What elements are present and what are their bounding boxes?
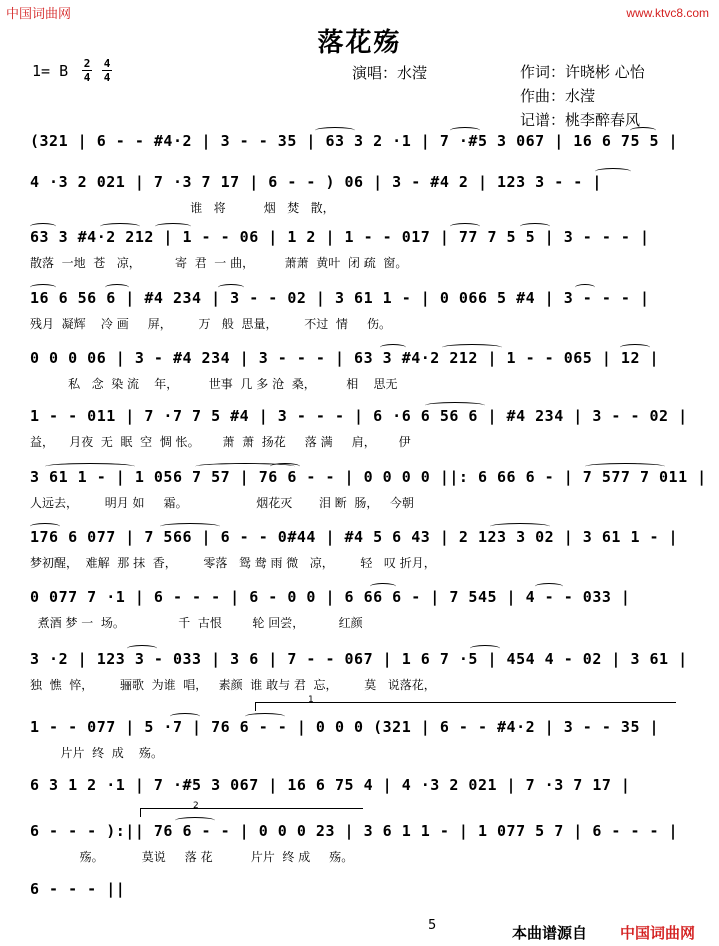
staff-lyrics: 散落 一地 苍 凉， 寄 君 一 曲， 萧萧 黄叶 闭 疏 窗。	[30, 256, 408, 270]
staff-notes: 0 077 7 ·1 | 6 - - - | 6 - 0 0 | 6 66 6 - | 7 545 | 4 - - 033 |	[30, 588, 631, 606]
credits-block	[520, 60, 645, 132]
staff-row	[30, 228, 690, 288]
time-signature-2-top: 4	[103, 57, 111, 70]
lyricist-credit: 作词：许晓彬 心怡	[520, 63, 645, 81]
slur-mark	[520, 223, 550, 230]
staff-lyrics: 梦初醒， 难解 那 抹 香， 零落 鸳 鸯 雨 微 凉， 轻 叹 折月，	[30, 556, 436, 570]
time-signature-1-bottom: 4	[83, 71, 91, 84]
staff-notes: 0 0 0 06 | 3 - #4 234 | 3 - - - | 63 3 #4·2 212 | 1 - - 065 | 12 |	[30, 349, 660, 367]
slur-mark	[270, 463, 300, 470]
time-signature-2	[102, 58, 112, 83]
slur-mark	[575, 284, 595, 291]
slur-mark	[595, 168, 631, 175]
slur-mark	[620, 344, 650, 351]
volta-1-label: 1	[308, 695, 314, 705]
staff-notes: 16 6 56 6 | #4 234 | 3 - - 02 | 3 61 1 - | 0 066 5 #4 | 3 - - - |	[30, 289, 650, 307]
slur-mark	[380, 344, 406, 351]
staff-notes: 6 - - - ||	[30, 880, 126, 898]
slur-mark	[45, 463, 135, 470]
source-site: 中国词曲网	[620, 924, 696, 942]
slur-mark	[218, 284, 244, 291]
time-signature-1	[82, 58, 92, 83]
slur-mark	[100, 223, 140, 230]
staff-notes: 3 61 1 - | 1 056 7 57 | 76 6 - - | 0 0 0 0 ||: 6 66 6 - | 7 577 7 011 |	[30, 468, 707, 486]
staff-row	[30, 822, 690, 882]
volta-bracket-2	[140, 801, 363, 817]
slur-mark	[450, 223, 480, 230]
composer-credit: 作曲：水滢	[520, 87, 596, 105]
volta-2-label: 2	[193, 801, 199, 811]
staff-row	[30, 528, 690, 588]
staff-row	[30, 718, 690, 778]
source-label: 本曲谱源自	[512, 924, 588, 942]
staff-row	[30, 468, 707, 528]
staff-row	[30, 289, 690, 349]
slur-mark	[370, 583, 396, 590]
time-signature-2-bottom: 4	[103, 71, 111, 84]
staff-notes: 6 3 1 2 ·1 | 7 ·#5 3 067 | 16 6 75 4 | 4 ·3 2 021 | 7 ·3 7 17 |	[30, 776, 631, 794]
staff-notes: 4 ·3 2 021 | 7 ·3 7 17 | 6 - - ) 06 | 3 - #4 2 | 123 3 - - |	[30, 173, 602, 191]
slur-mark	[105, 284, 129, 291]
key-signature: 1= B	[32, 62, 69, 80]
slur-mark	[425, 402, 485, 409]
staff-notes: 3 ·2 | 123 3 - 033 | 3 6 | 7 - - 067 | 1 6 7 ·5 | 454 4 - 02 | 3 61 |	[30, 650, 688, 668]
slur-mark	[170, 713, 200, 720]
staff-notes: (321 | 6 - - #4·2 | 3 - - 35 | 63 3 2 ·1 | 7 ·#5 3 067 | 16 6 75 5 |	[30, 132, 679, 150]
staff-row	[30, 349, 690, 409]
staff-notes: 63 3 #4·2 212 | 1 - - 06 | 1 2 | 1 - - 017 | 77 7 5 5 | 3 - - - |	[30, 228, 650, 246]
staff-row	[30, 588, 690, 648]
page-number: 5	[428, 918, 437, 933]
staff-lyrics: 残月 凝辉 冷 画 屏， 万 般 思量， 不过 情 伤。	[30, 317, 391, 331]
volta-bracket-1	[255, 695, 676, 711]
slur-mark	[175, 817, 215, 824]
watermark-left: 中国词曲网	[6, 7, 72, 22]
staff-lyrics: 人远去， 明月 如 霜。 烟花灭 泪 断 肠， 今朝	[30, 496, 414, 510]
song-title: 落花殇	[317, 28, 402, 58]
staff-lyrics: 私 念 染 流 年， 世事 几 多 沧 桑， 相 思无	[30, 377, 398, 391]
slur-mark	[30, 284, 56, 291]
singer-credit: 演唱：水滢	[352, 64, 428, 82]
staff-lyrics: 益， 月夜 无 眠 空 惆 怅。 萧 萧 扬花 落 满 肩， 伊	[30, 435, 411, 449]
staff-notes: 176 6 077 | 7 566 | 6 - - 0#44 | #4 5 6 43 | 2 123 3 02 | 3 61 1 - |	[30, 528, 679, 546]
staff-notes: 6 - - - ):|| 76 6 - - | 0 0 0 23 | 3 6 1 1 - | 1 077 5 7 | 6 - - - |	[30, 822, 679, 840]
slur-mark	[315, 127, 355, 134]
slur-mark	[155, 223, 191, 230]
staff-row	[30, 880, 690, 940]
slur-mark	[30, 523, 60, 530]
slur-mark	[630, 127, 656, 134]
slur-mark	[442, 344, 502, 351]
time-signature-1-top: 2	[83, 57, 91, 70]
slur-mark	[245, 713, 285, 720]
staff-lyrics: 殇。 莫说 落 花 片片 终 成 殇。	[30, 850, 354, 864]
slur-mark	[490, 523, 550, 530]
slur-mark	[535, 583, 563, 590]
staff-lyrics: 煮酒 梦 一 场。 千 古恨 轮 回尝， 红颜	[30, 616, 363, 630]
staff-notes: 1 - - 011 | 7 ·7 7 5 #4 | 3 - - - | 6 ·6 6 56 6 | #4 234 | 3 - - 02 |	[30, 407, 688, 425]
slur-mark	[470, 645, 500, 652]
transcriber-credit: 记谱：桃李醉春风	[520, 111, 641, 129]
slur-mark	[450, 127, 480, 134]
staff-lyrics: 独 憔 悴， 骊歌 为谁 唱， 素颜 谁 敢与 君 忘， 莫 说落花，	[30, 678, 436, 692]
slur-mark	[585, 463, 665, 470]
staff-notes: 1 - - 077 | 5 ·7 | 76 6 - - | 0 0 0 (321 | 6 - - #4·2 | 3 - - 35 |	[30, 718, 660, 736]
staff-lyrics: 谁 将 烟 焚 散，	[30, 201, 335, 215]
watermark-right: www.ktvc8.com	[626, 6, 709, 20]
staff-lyrics: 片片 终 成 殇。	[30, 746, 164, 760]
slur-mark	[30, 223, 56, 230]
staff-row	[30, 407, 690, 467]
slur-mark	[127, 645, 157, 652]
slur-mark	[160, 523, 220, 530]
staff-row	[30, 650, 690, 710]
